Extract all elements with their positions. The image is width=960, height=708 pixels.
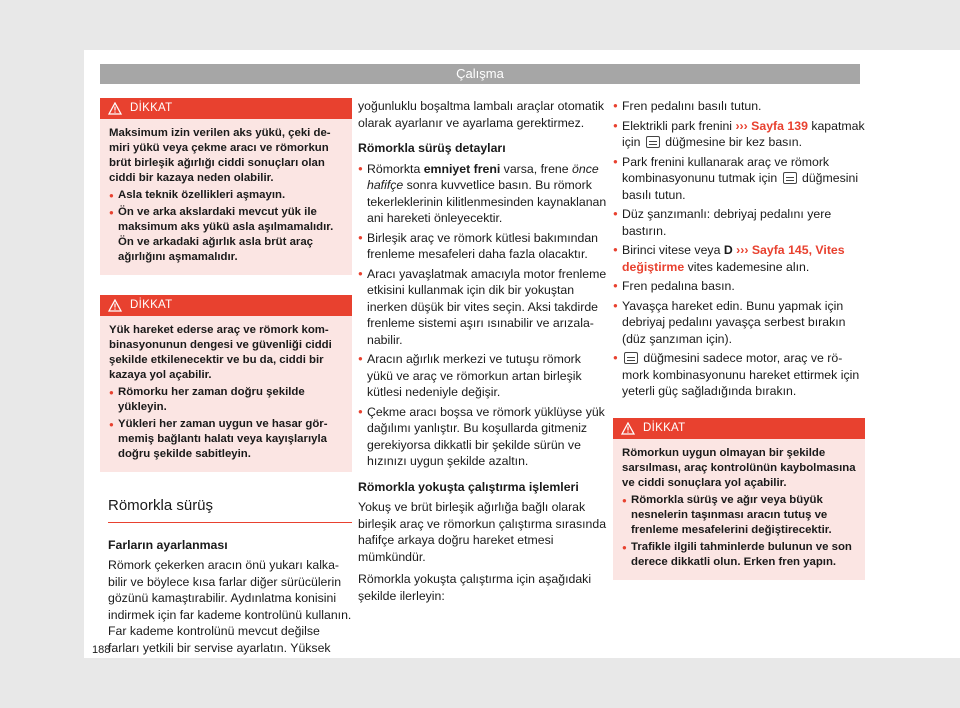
parking-brake-button-icon (783, 172, 797, 184)
column-1 (100, 98, 352, 656)
list-item: ● Çekme aracı boşsa ve römork yüklüyse yük dağılımı yanlıştır. Bu koşullarda gitmeniz gerekiyorsa dikkatli bir şekilde sürün ve hızınızı uygun şekilde azaltın. (358, 404, 610, 470)
warning-bullet: ● Römorkla sürüş ve ağır veya büyük nesnelerin taşınması aracın tutuş ve frenleme mesafelerini değiştirecektir. (622, 493, 857, 538)
warning-box-1 (100, 98, 352, 275)
text: kapatmak için (622, 118, 865, 149)
paragraph: Römork çekerken aracın önü yukarı kalkabilir ve böylece kısa farlar diğer sürücülerin gözünü kamaştırabilir. Aydınlatma konisini indirmek için far kademe kontrolünü kullanın. Far kademe kontrolünü mevcut değilse farları yetkili bir servise ayarlatın. Yüksek (108, 558, 352, 655)
warning-body (613, 439, 865, 580)
step-item: ● Fren pedalını basılı tutun. (613, 98, 865, 115)
warning-body (100, 316, 352, 472)
warning-box-3 (613, 418, 865, 580)
warning-bullet: ● Yükleri her zaman uygun ve hasar görmemiş bağlantı halatı veya kayışlarıyla doğru şekilde sabitleyin. (109, 417, 344, 462)
warning-header (100, 295, 352, 316)
warning-body (100, 119, 352, 275)
page-reference-link[interactable]: ››› Sayfa 145, Vites değiştirme (622, 243, 845, 274)
warning-bullet: ● Trafikle ilgili tahminlerde bulunun ve son derece dikkatli olun. Erken fren yapın. (622, 540, 857, 570)
text: Park frenini kullanarak araç ve römork kombinasyonunu tutmak için (622, 154, 830, 185)
text-italic: önce hafifçe (367, 161, 599, 192)
warning-header (613, 418, 865, 439)
column-2 (358, 98, 610, 604)
subheading-driving-details: Römorkla sürüş detayları (358, 141, 506, 155)
list-item (358, 161, 610, 227)
warning-label: DİKKAT (130, 299, 173, 311)
page-header: Çalışma (100, 64, 860, 84)
text: Birinci vitese veya (622, 243, 724, 257)
text: varsa, frene (500, 161, 573, 176)
step-item (613, 350, 865, 400)
list-item: ● Aracın ağırlık merkezi ve tutuşu römork yükü ve araç ve römorkun artan birleşik kütlesi nedeniyle değişir. (358, 351, 610, 401)
text: Römorkta (367, 161, 424, 176)
warning-bullet: ● Römorku her zaman doğru şekilde yükleyin. (109, 385, 344, 415)
step-item: ● Düz şanzımanlı: debriyaj pedalını yere bastırın. (613, 206, 865, 239)
subheading-headlights: Farların ayarlanması (108, 537, 228, 552)
step-item (613, 242, 865, 275)
list-item: ● Birleşik araç ve römork kütlesi bakımından frenleme mesafeleri daha fazla olacaktır. (358, 230, 610, 263)
step-item (613, 118, 865, 151)
page-reference-link[interactable]: ››› Sayfa 139 (735, 118, 808, 133)
warning-box-2 (100, 295, 352, 472)
warning-label: DİKKAT (643, 421, 686, 434)
page-number: 188 (92, 644, 111, 656)
section-title: Römorkla sürüş (108, 498, 352, 523)
list-item: ● Aracı yavaşlatmak amacıyla motor frenleme etkisini kullanmak için dik bir yokuştan inerken düşük bir vites seçin. Aksi takdirde frenleme sistemi aşırı ısınabilir ve arızalanabilir. (358, 266, 610, 349)
text-bold: emniyet freni (423, 161, 501, 176)
text: sonra kuvvetlice basın. Bu römork tekerleklerinin kilitlenmesinden kaynaklanan ani hareketi önleyecektir. (367, 178, 607, 225)
warning-triangle-icon (108, 299, 122, 312)
text: düğmesini sadece motor, araç ve römork kombinasyonunu hareket ettirmek için yeterli güç sağladığında bırakın. (622, 351, 860, 398)
column-3 (613, 98, 865, 580)
warning-label: DİKKAT (130, 102, 173, 114)
warning-bullet: ● Asla teknik özellikleri aşmayın. (109, 188, 344, 203)
warning-header (100, 98, 352, 119)
warning-triangle-icon (108, 102, 122, 115)
warning-intro: Maksimum izin verilen aks yükü, çeki demiri yükü veya çekme aracı ve römorkun brüt birleşik ağırlığı ciddi sonuçları olan ciddi bir kazaya neden olabilir. (109, 127, 331, 184)
parking-brake-button-icon (646, 136, 660, 148)
paragraph: yoğunluklu boşaltma lambalı araçlar otomatik olarak ayarlanır ve ayarlama gerektirmez. (358, 99, 605, 130)
warning-triangle-icon (621, 422, 635, 435)
paragraph: Yokuş ve brüt birleşik ağırlığa bağlı olarak birleşik araç ve römorkun çalıştırma sırasında hafifçe arkaya doğru hareket etmesi mümkündür. (358, 500, 607, 564)
step-item (613, 154, 865, 204)
paragraph: Römorkla yokuşta çalıştırma için aşağıdaki şekilde ilerleyin: (358, 572, 592, 603)
step-item: ● Yavaşça hareket edin. Bunu yapmak için debriyaj pedalını yavaşça serbest bırakın (düz şanzıman için). (613, 298, 865, 348)
text-bold: D (723, 243, 733, 257)
parking-brake-button-icon (624, 352, 638, 364)
warning-intro: Yük hareket ederse araç ve römork kombinasyonunun dengesi ve güvenliği ciddi şekilde etkilenecektir ve bu da, ciddi bir kazaya yol açabilir. (109, 324, 332, 381)
step-item: ● Fren pedalına basın. (613, 278, 865, 295)
text: düğmesine bir kez basın. (661, 135, 802, 149)
warning-intro: Römorkun uygun olmayan bir şekilde sarsılması, araç kontrolünün kaybolmasına ve ciddi sonuçlara yol açabilir. (622, 446, 856, 489)
text: vites kademesine alın. (684, 259, 810, 274)
text: Elektrikli park frenini (622, 118, 736, 133)
section-content (100, 537, 352, 657)
subheading-hill-start: Römorkla yokuşta çalıştırma işlemleri (358, 479, 579, 494)
text: düğmesini basılı tutun. (622, 171, 859, 202)
warning-bullet: ● Ön ve arka akslardaki mevcut yük ile maksimum aks yükü asla aşılmamalıdır. Ön ve arkadaki ağırlık asla brüt araç ağırlığını aşmamalıdır. (109, 205, 344, 265)
